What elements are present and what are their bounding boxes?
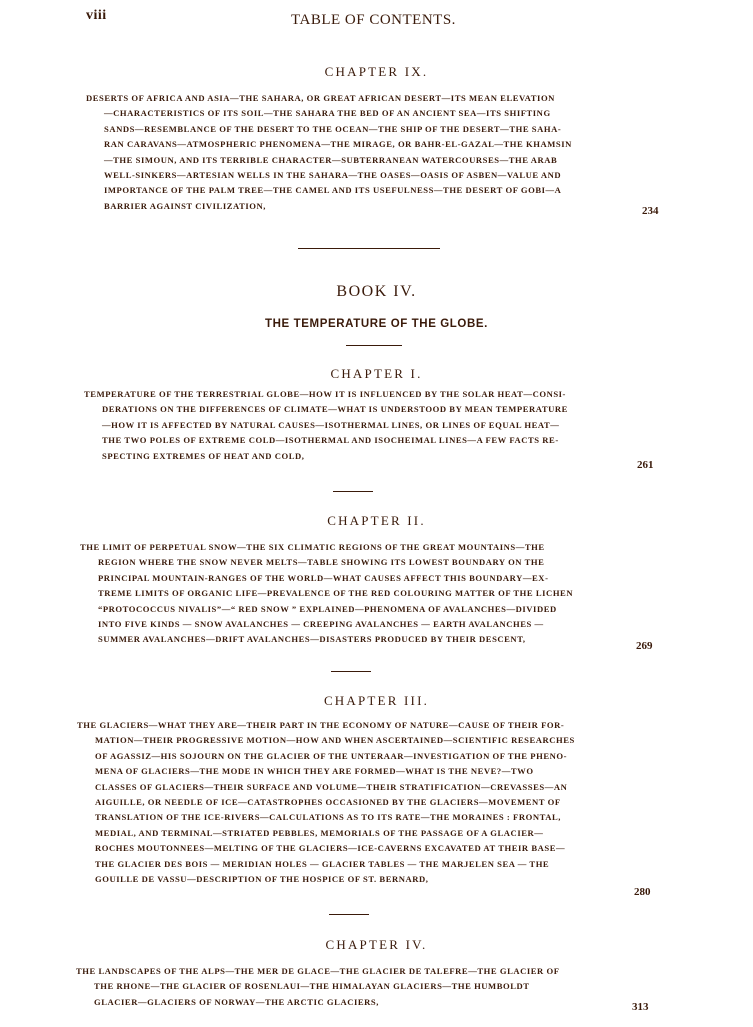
chapter-i-heading: CHAPTER I. xyxy=(330,366,423,381)
summary-line: MATION—THEIR PROGRESSIVE MOTION—HOW AND WHEN ASCERTAINED—SCIENTIFIC RESEARCHES xyxy=(95,735,575,746)
chapter-iii-summary xyxy=(77,718,633,887)
section-rule xyxy=(331,671,371,672)
summary-line: THE GLACIER DES BOIS — MERIDIAN HOLES — GLACIER TABLES — THE MARJELEN SEA — THE xyxy=(95,858,550,869)
summary-line: INTO FIVE KINDS — SNOW AVALANCHES — CREEPING AVALANCHES — EARTH AVALANCHES — xyxy=(98,619,544,630)
summary-line: “PROTOCOCCUS NIVALIS”—“ RED SNOW ” EXPLAINED—PHENOMENA OF AVALANCHES—DIVIDED xyxy=(98,603,557,614)
summary-line: SPECTING EXTREMES OF HEAT AND COLD, xyxy=(102,450,305,461)
chapter-ix-summary xyxy=(86,91,636,214)
summary-line: WELL-SINKERS—ARTESIAN WELLS IN THE SAHARA—THE OASES—OASIS OF ASBEN—VALUE AND xyxy=(104,170,562,181)
summary-line: IMPORTANCE OF THE PALM TREE—THE CAMEL AND ITS USEFULNESS—THE DESERT OF GOBI—A xyxy=(104,185,562,196)
summary-line: —THE SIMOUN, AND ITS TERRIBLE CHARACTER—SUBTERRANEAN WATERCOURSES—THE ARAB xyxy=(104,154,558,165)
summary-line: TREME LIMITS OF ORGANIC LIFE—PREVALENCE OF THE RED COLOURING MATTER OF THE LICHEN xyxy=(98,588,574,599)
chapter-ix-page: 234 xyxy=(642,205,659,217)
book-subtitle: THE TEMPERATURE OF THE GLOBE. xyxy=(265,318,488,330)
subtitle-rule xyxy=(346,345,402,346)
summary-line: MEDIAL, AND TERMINAL—STRIATED PEBBLES, MEMORIALS OF THE PASSAGE OF A GLACIER— xyxy=(95,827,544,838)
chapter-i-summary xyxy=(84,387,634,464)
summary-line: THE GLACIERS—WHAT THEY ARE—THEIR PART IN THE ECONOMY OF NATURE—CAUSE OF THEIR FOR- xyxy=(77,720,565,730)
chapter-iv-page: 313 xyxy=(632,1001,649,1013)
summary-line: OF AGASSIZ—HIS SOJOURN ON THE GLACIER OF THE UNTERAAR—INVESTIGATION OF THE PHENO- xyxy=(95,750,568,761)
summary-line: GOUILLE DE VASSU—DESCRIPTION OF THE HOSPICE OF ST. BERNARD, xyxy=(95,874,429,885)
chapter-iii-heading: CHAPTER III. xyxy=(323,693,430,708)
chapter-ii-page: 269 xyxy=(636,640,653,652)
summary-line: PRINCIPAL MOUNTAIN-RANGES OF THE WORLD—WHAT CAUSES AFFECT THIS BOUNDARY—EX- xyxy=(98,572,549,583)
summary-line: BARRIER AGAINST CIVILIZATION, xyxy=(104,200,267,211)
summary-line: TRANSLATION OF THE ICE-RIVERS—CALCULATIONS AS TO ITS RATE—THE MORAINES : FRONTAL, xyxy=(95,812,561,823)
summary-line: SUMMER AVALANCHES—DRIFT AVALANCHES—DISASTERS PRODUCED BY THEIR DESCENT, xyxy=(98,634,526,645)
summary-line: DERATIONS ON THE DIFFERENCES OF CLIMATE—WHAT IS UNDERSTOOD BY MEAN TEMPERATURE xyxy=(102,404,568,415)
chapter-ii-summary xyxy=(80,540,632,648)
section-rule xyxy=(329,914,369,915)
summary-line: —HOW IT IS AFFECTED BY NATURAL CAUSES—ISOTHERMAL LINES, OR LINES OF EQUAL HEAT— xyxy=(102,419,560,430)
summary-line: —CHARACTERISTICS OF ITS SOIL—THE SAHARA THE BED OF AN ANCIENT SEA—ITS SHIFTING xyxy=(104,108,551,119)
summary-line: GLACIER—GLACIERS OF NORWAY—THE ARCTIC GLACIERS, xyxy=(94,996,379,1007)
chapter-ix-heading: CHAPTER IX. xyxy=(324,64,429,79)
chapter-i-page: 261 xyxy=(637,459,654,471)
summary-line: RAN CARAVANS—ATMOSPHERIC PHENOMENA—THE MIRAGE, OR BAHR-EL-GAZAL—THE KHAMSIN xyxy=(104,139,572,150)
summary-line: THE LIMIT OF PERPETUAL SNOW—THE SIX CLIMATIC REGIONS OF THE GREAT MOUNTAINS—THE xyxy=(80,542,545,552)
running-title: TABLE OF CONTENTS. xyxy=(291,12,456,28)
summary-line: SANDS—RESEMBLANCE OF THE DESERT TO THE OCEAN—THE SHIP OF THE DESERT—THE SAHA- xyxy=(104,123,562,134)
summary-line: TEMPERATURE OF THE TERRESTRIAL GLOBE—HOW IT IS INFLUENCED BY THE SOLAR HEAT—CONSI- xyxy=(84,389,566,399)
chapter-iii-page: 280 xyxy=(634,886,651,898)
summary-line: ROCHES MOUTONNEES—MELTING OF THE GLACIERS—ICE-CAVERNS EXCAVATED AT THEIR BASE— xyxy=(95,843,566,854)
summary-line: DESERTS OF AFRICA AND ASIA—THE SAHARA, OR GREAT AFRICAN DESERT—ITS MEAN ELEVATION xyxy=(86,93,555,103)
page-number: viii xyxy=(86,8,107,23)
book-divider-rule xyxy=(298,248,440,249)
chapter-ii-heading: CHAPTER II. xyxy=(327,513,426,528)
summary-line: THE LANDSCAPES OF THE ALPS—THE MER DE GLACE—THE GLACIER DE TALEFRE—THE GLACIER OF xyxy=(76,966,560,976)
book-title: BOOK IV. xyxy=(336,283,417,300)
summary-line: THE TWO POLES OF EXTREME COLD—ISOTHERMAL AND ISOCHEIMAL LINES—A FEW FACTS RE- xyxy=(102,435,559,446)
summary-line: MENA OF GLACIERS—THE MODE IN WHICH THEY ARE FORMED—WHAT IS THE NEVE?—TWO xyxy=(95,766,534,777)
section-rule xyxy=(333,491,373,492)
summary-line: REGION WHERE THE SNOW NEVER MELTS—TABLE SHOWING ITS LOWEST BOUNDARY ON THE xyxy=(98,557,545,568)
chapter-iv-summary xyxy=(76,964,632,1010)
summary-line: THE RHONE—THE GLACIER OF ROSENLAUI—THE HIMALAYAN GLACIERS—THE HUMBOLDT xyxy=(94,981,530,992)
chapter-iv-heading: CHAPTER IV. xyxy=(325,937,428,952)
summary-line: CLASSES OF GLACIERS—THEIR SURFACE AND VOLUME—THEIR STRATIFICATION—CREVASSES—AN xyxy=(95,781,568,792)
summary-line: AIGUILLE, OR NEEDLE OF ICE—CATASTROPHES OCCASIONED BY THE GLACIERS—MOVEMENT OF xyxy=(95,797,561,808)
